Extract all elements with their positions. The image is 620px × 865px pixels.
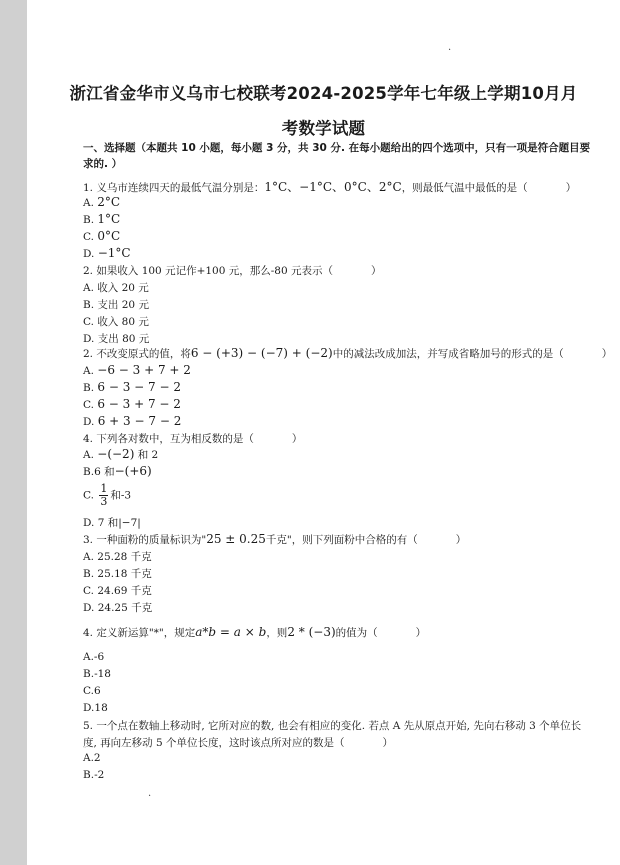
option-b [83,464,603,479]
answer-blank-close: ） [382,737,394,749]
option-d [83,331,603,346]
option-d [83,600,603,615]
option-d [83,515,603,530]
option-label: A. [83,449,94,461]
option-text: -2 [94,769,105,781]
stem-text: 1. 义乌市连续四天的最低气温分别是： [83,182,265,194]
option-b [83,380,603,394]
scan-mark-top: . [448,42,452,53]
option-text: 7 和|−7| [97,517,141,529]
option-text: 6 − 3 + 7 − 2 [97,397,181,411]
stem-math: 2 * (−3) [287,625,336,639]
option-text: 1°C [97,212,121,226]
option-label: B. [83,214,95,226]
question-6-stem [83,625,603,640]
option-text: 2°C [97,195,121,209]
option-c [83,397,603,411]
stem-text: 度, 再向左移动 5 个单位长度，这时该点所对应的数是（ [83,737,345,749]
option-d [83,246,603,260]
fraction-denominator: 3 [100,495,108,508]
option-b [83,212,603,226]
option-label: B. [83,568,95,580]
option-label: B. [83,299,95,311]
option-label: A. [83,365,94,377]
option-a [83,752,603,764]
question-5-stem [83,532,603,547]
question-2-stem [83,263,603,278]
answer-blank-close: ） [371,265,382,277]
option-label: C. [83,399,94,411]
option-text: 24.69 千克 [97,585,152,597]
option-text: 25.28 千克 [97,551,152,563]
option-label: D. [83,248,95,260]
question-4-stem [83,431,603,446]
fraction-numerator: 1 [100,482,108,495]
option-b [83,566,603,581]
title-line-1: 浙江省金华市义乌市七校联考2024-2025学年七年级上学期10月月 [69,84,578,103]
option-text: -6 [93,651,105,663]
option-text: 收入 80 元 [97,316,149,328]
stem-text: 的值为（ [335,627,378,639]
option-label: D. [83,416,95,428]
option-text: 24.25 千克 [97,602,153,614]
option-label: A. [83,551,94,563]
option-c [83,229,603,243]
option-a [83,651,603,663]
option-a [83,195,603,209]
stem-math: 1°C、−1°C、0°C、2°C [264,180,402,194]
option-label: D. [83,702,95,714]
option-text: 和-3 [110,489,132,502]
question-7-stem-line-1: 5. 一个点在数轴上移动时, 它所对应的数, 也会有相应的变化. 若点 A 先从原点开始, 先向右移动 3 个单位长 [83,720,582,732]
option-label: A. [83,752,94,764]
option-label: A. [83,651,94,663]
stem-text: 中的减法改成加法，并写成省略加号的形式的是（ [332,348,564,360]
option-a [83,280,603,295]
answer-blank-close: ） [455,534,467,546]
option-label: D. [83,517,95,529]
option-text: 25.18 千克 [97,568,152,580]
fraction [99,483,108,508]
stem-text: 4. 定义新运算"*"，规定 [83,627,196,639]
option-label: B. [83,668,95,680]
option-text: 0°C [97,229,121,243]
answer-blank-close: ） [291,433,303,445]
option-c [83,685,603,697]
title-line-2: 考数学试题 [281,119,366,138]
option-label: C. [83,585,94,597]
stem-text: 4. 下列各对数中，互为相反数的是（ [83,433,254,445]
option-text: 6 − 3 − 7 − 2 [97,380,181,394]
option-label: C. [83,316,94,328]
answer-blank-close: ） [565,182,577,194]
option-label: D. [83,333,95,345]
answer-blank-close: ） [415,627,427,639]
answer-blank-close: ） [601,348,613,360]
stem-text: 2. 不改变原式的值，将 [83,348,191,360]
option-math: −(−2) [97,447,135,461]
option-text: -18 [94,668,111,680]
option-a [83,549,603,564]
option-math: −(+6) [114,464,152,478]
stem-text: ，则最低气温中最低的是（ [401,182,528,194]
option-b [83,769,603,781]
option-a [83,447,603,462]
option-label: C. [83,231,94,243]
option-label: B. [83,466,95,478]
option-text: 和 2 [137,449,159,461]
section-heading: 一、选择题（本题共 10 小题，每小题 3 分，共 30 分. 在每小题给出的四个选项中，只有一项是符合题目要求的. ） [83,142,591,170]
option-label: B. [83,382,95,394]
option-text: 支出 20 元 [97,299,149,311]
option-text: −1°C [97,246,131,260]
option-text: 6 和 [94,466,115,478]
question-7-stem-line-2 [83,735,603,750]
option-text: 18 [94,702,108,714]
question-1-stem [83,178,603,195]
document-page [27,0,620,865]
option-label: C. [83,489,94,502]
option-text: −6 − 3 + 7 + 2 [97,363,191,377]
stem-math: 6 − (+3) − (−7) + (−2) [190,346,333,360]
option-a [83,363,603,377]
stem-text: ，则 [266,627,288,639]
option-c [83,483,603,508]
option-b [83,297,603,312]
option-b [83,668,603,680]
option-label: B. [83,769,95,781]
option-c [83,583,603,598]
stem-math: a*b = a × b [195,625,267,639]
scan-mark-bottom: . [148,788,152,799]
stem-math: 25 ± 0.25 [206,532,266,546]
option-text: 6 + 3 − 7 − 2 [97,414,182,428]
option-text: 支出 80 元 [97,333,150,345]
option-text: 2 [93,752,101,764]
option-d [83,702,603,714]
stem-text: 千克"，则下列面粉中合格的有（ [265,534,418,546]
option-label: A. [83,197,94,209]
option-text: 6 [94,685,101,697]
question-3-stem [83,346,613,361]
option-text: 收入 20 元 [97,282,149,294]
stem-text: 2. 如果收入 100 元记作+100 元，那么-80 元表示（ [83,265,333,277]
option-label: D. [83,602,95,614]
option-d [83,414,603,428]
option-label: A. [83,282,94,294]
stem-text: 3. 一种面粉的质量标识为" [83,534,207,546]
option-label: C. [83,685,94,697]
option-c [83,314,603,329]
